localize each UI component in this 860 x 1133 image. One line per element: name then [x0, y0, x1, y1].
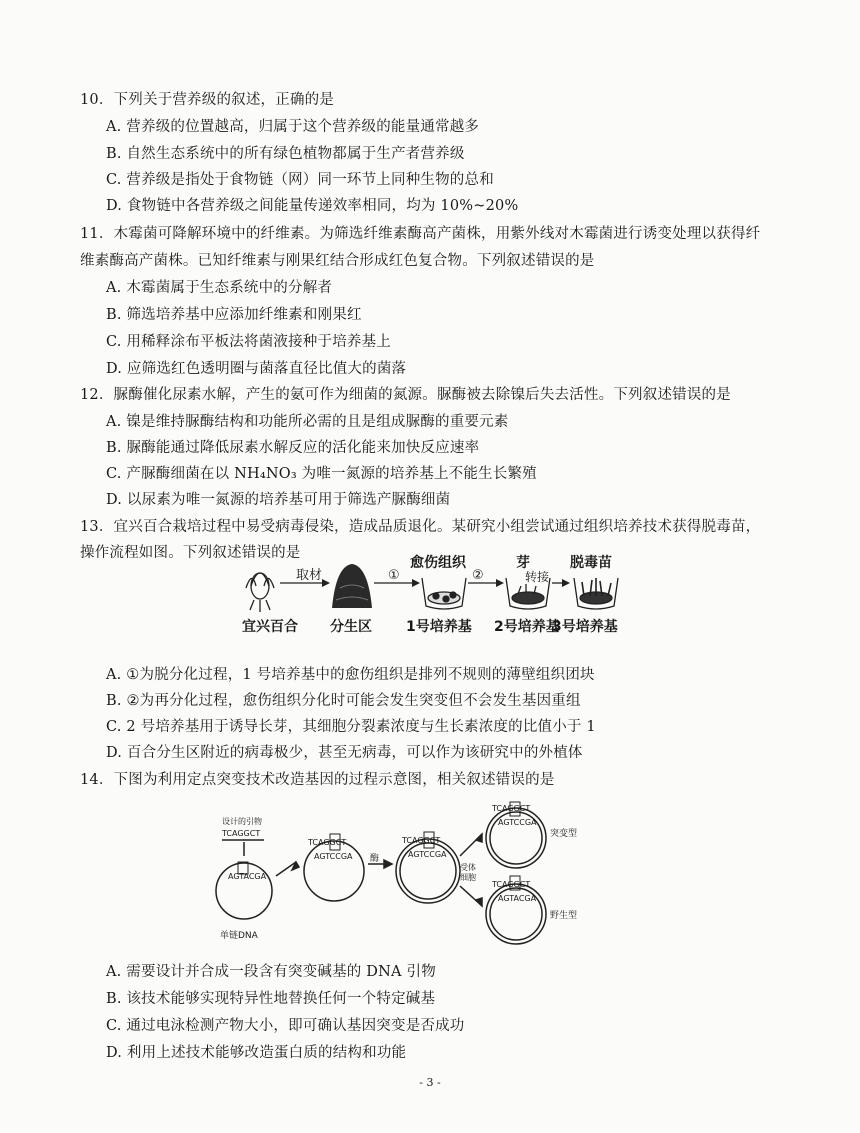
q10-option-c: C. 营养级是指处于食物链（网）同一环节上同种生物的总和	[106, 172, 494, 188]
circle3-top-seq: TCAGGCT	[402, 836, 441, 845]
q11-option-b: B. 筛选培养基中应添加纤维素和刚果红	[106, 307, 362, 323]
circle2-top-seq: TCAGGCT	[308, 838, 347, 847]
mutant-bottom-seq: AGTCCGA	[498, 818, 537, 827]
host-cell-label-2: 细胞	[460, 873, 476, 882]
q14-option-b: B. 该技术能够实现特异性地替换任何一个特定碱基	[106, 991, 436, 1007]
q12-stem: 12．脲酶催化尿素水解，产生的氨可作为细菌的氮源。脲酶被去除镍后失去活性。下列叙述错误的是	[80, 387, 731, 403]
primer-sequence: TCAGGCT	[222, 829, 261, 838]
flow-label-take: 取材	[296, 568, 323, 583]
q13-option-c: C. 2 号培养基用于诱导长芽，其细胞分裂素浓度与生长素浓度的比值小于 1	[106, 719, 596, 735]
q11-option-a: A. 木霉菌属于生态系统中的分解者	[106, 280, 333, 296]
flow-step-1: ①	[388, 568, 400, 583]
mutant-top-seq: TCAGGCT	[492, 804, 531, 813]
flow-step-2: ②	[472, 568, 484, 583]
q10-stem: 10．下列关于营养级的叙述，正确的是	[80, 92, 335, 108]
q10-option-a: A. 营养级的位置越高，归属于这个营养级的能量通常越多	[106, 119, 480, 135]
flow-top-bud: 芽	[516, 555, 530, 571]
flow-bottom-medium-2: 2号培养基	[494, 619, 560, 635]
circle3-bottom-seq: AGTCCGA	[408, 850, 447, 859]
q14-stem: 14．下图为利用定点突变技术改造基因的过程示意图，相关叙述错误的是	[80, 772, 555, 788]
q10-option-b: B. 自然生态系统中的所有绿色植物都属于生产者营养级	[106, 146, 465, 162]
ssdna-sequence: AGTACGA	[228, 872, 267, 881]
flow-bottom-medium-1: 1号培养基	[406, 619, 472, 635]
mutant-circle	[486, 808, 546, 868]
q13-option-d: D. 百合分生区附近的病毒极少，甚至无病毒，可以作为该研究中的外植体	[106, 745, 583, 761]
wildtype-circle	[486, 884, 546, 944]
q14-option-d: D. 利用上述技术能够改造蛋白质的结构和功能	[106, 1045, 407, 1061]
flow-bottom-meristem: 分生区	[330, 619, 372, 635]
q11-stem-line2: 维素酶高产菌株。已知纤维素与刚果红结合形成红色复合物。下列叙述错误的是	[80, 253, 595, 269]
q12-option-d: D. 以尿素为唯一氮源的培养基可用于筛选产脲酶细菌	[106, 492, 451, 508]
wildtype-label: 野生型	[550, 911, 578, 921]
q14-mutagenesis-figure	[210, 796, 610, 946]
q14-option-c: C. 通过电泳检测产物大小，即可确认基因突变是否成功	[106, 1018, 465, 1034]
q11-option-c: C. 用稀释涂布平板法将菌液接种于培养基上	[106, 334, 391, 350]
enzyme-label: 酶	[370, 854, 380, 864]
mutant-label: 突变型	[550, 829, 578, 839]
flow-bottom-medium-3: 3号培养基	[552, 619, 618, 635]
q14-option-a: A. 需要设计并合成一段含有突变碱基的 DNA 引物	[106, 964, 436, 980]
q11-option-d: D. 应筛选红色透明圈与菌落直径比值大的菌落	[106, 361, 407, 377]
lily-bulb-image	[246, 573, 274, 612]
q12-option-a: A. 镍是维持脲酶结构和功能所必需的且是组成脲酶的重要元素	[106, 414, 509, 430]
ssdna-label: 单链DNA	[220, 931, 258, 941]
flow-label-transfer: 转接	[525, 570, 550, 584]
primer-label: 设计的引物	[222, 817, 262, 826]
wildtype-top-seq: TCAGGCT	[492, 880, 531, 889]
q13-stem-line2: 操作流程如图。下列叙述错误的是	[80, 545, 301, 561]
q13-stem-line1: 13．宜兴百合栽培过程中易受病毒侵染，造成品质退化。某研究小组尝试通过组织培养技术获得脱毒苗，	[80, 519, 761, 535]
q13-option-a: A. ①为脱分化过程，1 号培养基中的愈伤组织是排列不规则的薄壁组织团块	[106, 667, 595, 683]
flow-top-callus: 愈伤组织	[410, 555, 466, 571]
medium-3-dish	[574, 578, 618, 609]
page-number: - 3 -	[419, 1076, 441, 1089]
q13-option-b: B. ②为再分化过程，愈伤组织分化时可能会发生突变但不会发生基因重组	[106, 693, 581, 709]
q13-flow-figure	[240, 556, 630, 636]
circle2-bottom-seq: AGTCCGA	[314, 852, 353, 861]
q11-stem-line1: 11．木霉菌可降解环境中的纤维素。为筛选纤维素酶高产菌株，用紫外线对木霉菌进行诱变处理以获得纤	[80, 226, 761, 242]
q10-option-d: D. 食物链中各营养级之间能量传递效率相同，均为 10%~20%	[106, 198, 519, 214]
medium-1-dish	[422, 578, 466, 609]
q12-option-b: B. 脲酶能通过降低尿素水解反应的活化能来加快反应速率	[106, 440, 480, 456]
flow-top-virus-free: 脱毒苗	[570, 555, 612, 571]
host-cell-label-1: 受体	[460, 863, 476, 872]
dsdna-circle	[396, 839, 460, 903]
meristem-image	[332, 564, 372, 608]
q14-mutagenesis-diagram	[210, 796, 610, 946]
q12-option-c: C. 产脲酶细菌在以 NH₄NO₃ 为唯一氮源的培养基上不能生长繁殖	[106, 466, 537, 482]
flow-bottom-lily: 宜兴百合	[242, 619, 298, 635]
wildtype-bottom-seq: AGTACGA	[498, 894, 537, 903]
